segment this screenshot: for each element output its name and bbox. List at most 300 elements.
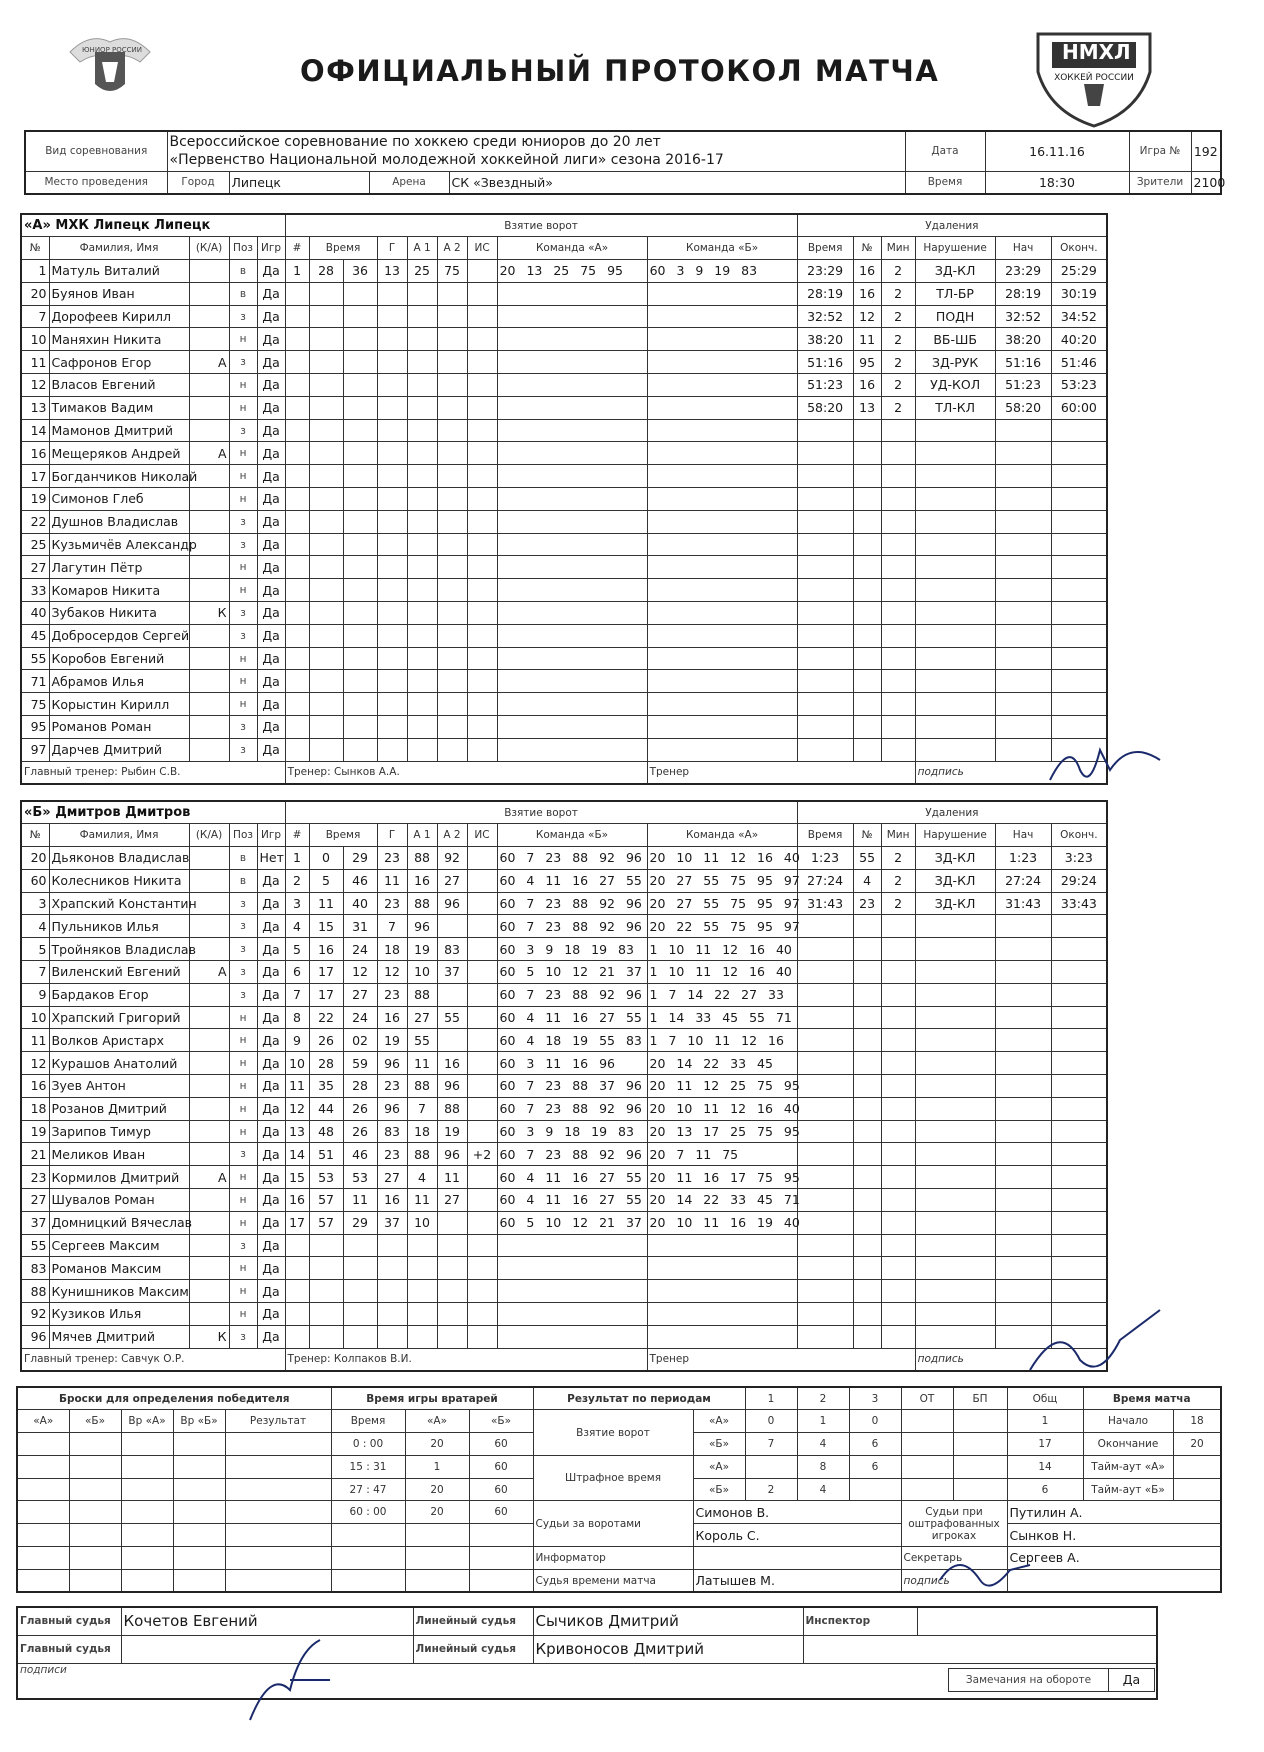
player-role [189, 396, 229, 419]
goals-b-p1: 7 [745, 1433, 797, 1456]
player-played: Да [257, 670, 285, 693]
col-p_end: Оконч. [1051, 237, 1107, 260]
pim-a-p3: 6 [849, 1455, 901, 1478]
col-team-first: Команда «А» [497, 237, 647, 260]
goal-minute: 17 [309, 983, 343, 1006]
overtime-header: ОТ [901, 1387, 953, 1410]
game-number: 192 [1191, 131, 1221, 171]
player-played: Да [257, 1075, 285, 1098]
timeout-a-label: Тайм-аут «А» [1083, 1455, 1173, 1478]
spectators-label: Зрители [1129, 171, 1191, 194]
goals-team-a-label: «А» [693, 1410, 745, 1433]
goal-on-ice-scoring: 60 7 23 88 92 96 [497, 892, 647, 915]
player-name: Кунишников Максим [49, 1280, 189, 1303]
penalty-end: 29:24 [1051, 869, 1107, 892]
goal-assist-2: 19 [437, 1120, 467, 1143]
player-number: 9 [21, 983, 49, 1006]
table-row [21, 1325, 1107, 1348]
player-played: Да [257, 892, 285, 915]
period-results-title: Результат по периодам [533, 1387, 745, 1410]
player-position: в [229, 282, 257, 305]
goal-assist-2 [437, 915, 467, 938]
goal-on-ice-conceding: 20 10 11 16 19 40 [647, 1211, 797, 1234]
player-role [189, 1257, 229, 1280]
player-position: н [229, 1029, 257, 1052]
informer-label: Информатор [533, 1547, 693, 1570]
shootout-col-a: «А» [17, 1410, 69, 1433]
goal-on-ice-conceding: 60 3 9 19 83 [647, 260, 797, 283]
penalty-player: 55 [853, 847, 881, 870]
penalty-start: 38:20 [995, 328, 1051, 351]
player-name: Дарчев Дмитрий [49, 738, 189, 761]
goalie-row-3-b: 60 [469, 1501, 533, 1524]
penalty-violation: ЗД-КЛ [915, 892, 995, 915]
col-team-first: Команда «Б» [497, 824, 647, 847]
goal-number: 10 [285, 1052, 309, 1075]
goal-second: 46 [343, 1143, 377, 1166]
timeout-b-label: Тайм-аут «Б» [1083, 1478, 1173, 1501]
player-position: з [229, 533, 257, 556]
penalty-violation: ПОДН [915, 305, 995, 328]
goal-on-ice-conceding: 20 14 22 33 45 71 [647, 1189, 797, 1212]
goal-number: 5 [285, 938, 309, 961]
goal-on-ice-conceding: 20 14 22 33 45 [647, 1052, 797, 1075]
goal-minute: 0 [309, 847, 343, 870]
goals-a-p3: 0 [849, 1410, 901, 1433]
coach: Тренер: Колпаков В.И. [285, 1348, 647, 1371]
table-row [21, 533, 1107, 556]
city-value: Липецк [229, 171, 369, 194]
player-number: 27 [21, 556, 49, 579]
col-g_is: ИС [467, 237, 497, 260]
goal-assist-1: 88 [407, 1143, 437, 1166]
player-number: 75 [21, 693, 49, 716]
goal-assist-2: 96 [437, 1075, 467, 1098]
goal-scorer: 18 [377, 938, 407, 961]
goal-assist-1: 19 [407, 938, 437, 961]
date-label: Дата [905, 131, 985, 171]
player-position: з [229, 938, 257, 961]
goal-strength [467, 961, 497, 984]
player-role [189, 983, 229, 1006]
penalty-violation: ТЛ-КЛ [915, 396, 995, 419]
player-played: Да [257, 351, 285, 374]
penalty-end: 3:23 [1051, 847, 1107, 870]
table-row [21, 282, 1107, 305]
goal-on-ice-scoring: 60 3 11 16 96 [497, 1052, 647, 1075]
player-number: 33 [21, 579, 49, 602]
pim-team-a-label: «А» [693, 1455, 745, 1478]
penalty-time: 1:23 [797, 847, 853, 870]
player-number: 10 [21, 328, 49, 351]
goalie-row-3-a: 20 [405, 1501, 469, 1524]
col-p_time: Время [797, 237, 853, 260]
goal-number: 2 [285, 869, 309, 892]
goal-number: 4 [285, 915, 309, 938]
player-name: Мамонов Дмитрий [49, 419, 189, 442]
goal-second: 24 [343, 938, 377, 961]
penalty-end: 30:19 [1051, 282, 1107, 305]
period-2-header: 2 [797, 1387, 849, 1410]
col-p_viol: Нарушение [915, 237, 995, 260]
goal-assist-2 [437, 983, 467, 1006]
player-number: 22 [21, 510, 49, 533]
penalty-player: 4 [853, 869, 881, 892]
player-role [189, 579, 229, 602]
col-g_is: ИС [467, 824, 497, 847]
col-g_a1: А 1 [407, 237, 437, 260]
goal-scorer: 16 [377, 1006, 407, 1029]
player-role [189, 305, 229, 328]
goal-number: 6 [285, 961, 309, 984]
col-p_start: Нач [995, 824, 1051, 847]
player-role: К [189, 1325, 229, 1348]
referee-label-2: Главный судья [17, 1635, 121, 1663]
player-role [189, 510, 229, 533]
goal-assist-1: 55 [407, 1029, 437, 1052]
player-role: А [189, 961, 229, 984]
pim-a-so [953, 1455, 1007, 1478]
penalty-start: 23:29 [995, 260, 1051, 283]
col-igr: Игр [257, 237, 285, 260]
end-label: Окончание [1083, 1433, 1173, 1456]
penalty-minutes: 2 [881, 282, 915, 305]
player-position: н [229, 647, 257, 670]
table-row [21, 1097, 1107, 1120]
total-header: Общ [1007, 1387, 1083, 1410]
time-label: Время [905, 171, 985, 194]
player-number: 14 [21, 419, 49, 442]
goalie-row-1-a: 1 [405, 1455, 469, 1478]
table-row [21, 1234, 1107, 1257]
goal-assist-1: 16 [407, 869, 437, 892]
penalty-start: 28:19 [995, 282, 1051, 305]
table-row [21, 510, 1107, 533]
goal-scorer: 23 [377, 892, 407, 915]
goal-strength [467, 260, 497, 283]
table-row [21, 1143, 1107, 1166]
pim-label: Штрафное время [533, 1455, 693, 1501]
player-number: 16 [21, 442, 49, 465]
arena-label: Арена [369, 171, 449, 194]
referee-1: Кочетов Евгений [121, 1607, 413, 1635]
player-played: Да [257, 915, 285, 938]
goal-on-ice-scoring: 60 7 23 88 92 96 [497, 915, 647, 938]
goal-assist-2 [437, 1211, 467, 1234]
player-position: н [229, 374, 257, 397]
penalty-violation: ЗД-КЛ [915, 260, 995, 283]
player-name: Храпский Константин [49, 892, 189, 915]
goalie-row-0-a: 20 [405, 1433, 469, 1456]
player-played: Да [257, 738, 285, 761]
goal-assist-1: 88 [407, 892, 437, 915]
goal-strength [467, 1211, 497, 1234]
table-row [21, 915, 1107, 938]
penalty-violation: УД-КОЛ [915, 374, 995, 397]
goal-on-ice-conceding: 20 7 11 75 [647, 1143, 797, 1166]
city-label: Город [167, 171, 229, 194]
player-number: 19 [21, 1120, 49, 1143]
goal-on-ice-scoring: 60 7 23 88 92 96 [497, 1143, 647, 1166]
table-row [21, 1075, 1107, 1098]
player-number: 11 [21, 351, 49, 374]
inspector-label: Инспектор [803, 1607, 917, 1635]
player-position: в [229, 869, 257, 892]
goal-second: 26 [343, 1120, 377, 1143]
player-position: з [229, 602, 257, 625]
shootout-title: Броски для определения победителя [17, 1387, 331, 1410]
table-row [21, 1029, 1107, 1052]
table-row [21, 869, 1107, 892]
goalie-col-b: «Б» [469, 1410, 533, 1433]
table-row [21, 693, 1107, 716]
penalty-violation: ЗД-РУК [915, 351, 995, 374]
goal-on-ice-conceding: 20 10 11 12 16 40 [647, 847, 797, 870]
shootout-col-result: Результат [225, 1410, 331, 1433]
player-played: Да [257, 647, 285, 670]
player-played: Да [257, 374, 285, 397]
player-name: Пульников Илья [49, 915, 189, 938]
shootout-header: БП [953, 1387, 1007, 1410]
player-name: Кузьмичёв Александр [49, 533, 189, 556]
table-row [21, 488, 1107, 511]
player-position: н [229, 328, 257, 351]
table-row [21, 983, 1107, 1006]
player-played: Да [257, 716, 285, 739]
table-row [21, 396, 1107, 419]
col-g_g: Г [377, 237, 407, 260]
col-p_start: Нач [995, 237, 1051, 260]
player-role [189, 670, 229, 693]
goal-scorer: 96 [377, 1097, 407, 1120]
player-played: Да [257, 305, 285, 328]
player-role [189, 328, 229, 351]
player-position: н [229, 1189, 257, 1212]
player-played: Да [257, 282, 285, 305]
player-name: Сафронов Егор [49, 351, 189, 374]
penalty-time: 23:29 [797, 260, 853, 283]
player-name: Кузиков Илья [49, 1303, 189, 1326]
goal-number: 13 [285, 1120, 309, 1143]
player-played: Да [257, 419, 285, 442]
goal-scorer: 23 [377, 847, 407, 870]
player-role [189, 1303, 229, 1326]
pim-a-total: 14 [1007, 1455, 1083, 1478]
pim-a-p1 [745, 1455, 797, 1478]
player-name: Сергеев Максим [49, 1234, 189, 1257]
goal-scorer: 13 [377, 260, 407, 283]
table-row [21, 938, 1107, 961]
penalty-judge-2: Сынков Н. [1007, 1524, 1221, 1547]
head-coach: Главный тренер: Рыбин С.В. [21, 761, 285, 784]
player-played: Да [257, 1234, 285, 1257]
goal-number: 1 [285, 847, 309, 870]
player-number: 11 [21, 1029, 49, 1052]
player-name: Зарипов Тимур [49, 1120, 189, 1143]
player-position: н [229, 1097, 257, 1120]
goal-assist-2: 37 [437, 961, 467, 984]
player-role [189, 1006, 229, 1029]
player-played: Да [257, 961, 285, 984]
table-row [21, 624, 1107, 647]
penalty-player: 11 [853, 328, 881, 351]
player-played: Да [257, 442, 285, 465]
goal-on-ice-scoring: 60 5 10 12 21 37 [497, 1211, 647, 1234]
goal-judge-1: Симонов В. [693, 1501, 901, 1524]
player-position: н [229, 1006, 257, 1029]
goalie-row-3: 60 : 00 [331, 1501, 405, 1524]
table-row [21, 716, 1107, 739]
player-played: Да [257, 488, 285, 511]
player-position: з [229, 961, 257, 984]
goal-second: 36 [343, 260, 377, 283]
col-p_time: Время [797, 824, 853, 847]
match-info-table [24, 130, 1226, 195]
player-role: А [189, 351, 229, 374]
player-number: 92 [21, 1303, 49, 1326]
goal-on-ice-scoring: 60 3 9 18 19 83 [497, 938, 647, 961]
table-row [21, 892, 1107, 915]
player-number: 12 [21, 1052, 49, 1075]
goal-assist-2: 83 [437, 938, 467, 961]
col-g_a2: А 2 [437, 824, 467, 847]
goal-on-ice-conceding: 1 10 11 12 16 40 [647, 961, 797, 984]
signatures-label: подписи [17, 1663, 1157, 1699]
player-name: Маняхин Никита [49, 328, 189, 351]
goals-team-b-label: «Б» [693, 1433, 745, 1456]
player-position: н [229, 1166, 257, 1189]
table-row [21, 1006, 1107, 1029]
referee-signature-icon [230, 1620, 350, 1730]
table-row [21, 1211, 1107, 1234]
penalty-time: 27:24 [797, 869, 853, 892]
goal-on-ice-scoring: 60 4 11 16 27 55 [497, 1006, 647, 1029]
goal-assist-1: 11 [407, 1052, 437, 1075]
player-role [189, 1234, 229, 1257]
goal-on-ice-conceding: 20 10 11 12 16 40 [647, 1097, 797, 1120]
table-row [21, 738, 1107, 761]
player-name: Лагутин Пётр [49, 556, 189, 579]
player-name: Матуль Виталий [49, 260, 189, 283]
goal-on-ice-conceding: 20 13 17 25 75 95 [647, 1120, 797, 1143]
goal-minute: 53 [309, 1166, 343, 1189]
goal-minute: 28 [309, 260, 343, 283]
goal-second: 02 [343, 1029, 377, 1052]
penalty-minutes: 2 [881, 351, 915, 374]
penalty-end: 53:23 [1051, 374, 1107, 397]
table-row [21, 602, 1107, 625]
linesman-2: Кривоносов Дмитрий [533, 1635, 803, 1663]
player-number: 12 [21, 374, 49, 397]
penalty-start: 1:23 [995, 847, 1051, 870]
player-number: 96 [21, 1325, 49, 1348]
goal-number: 8 [285, 1006, 309, 1029]
penalty-time: 51:23 [797, 374, 853, 397]
player-position: н [229, 1303, 257, 1326]
goalie-col-a: «А» [405, 1410, 469, 1433]
goal-strength [467, 1052, 497, 1075]
player-position: н [229, 556, 257, 579]
goal-number: 15 [285, 1166, 309, 1189]
player-position: з [229, 1325, 257, 1348]
penalty-start: 31:43 [995, 892, 1051, 915]
player-name: Власов Евгений [49, 374, 189, 397]
player-position: з [229, 305, 257, 328]
goalie-row-1-b: 60 [469, 1455, 533, 1478]
player-number: 55 [21, 647, 49, 670]
player-position: н [229, 579, 257, 602]
player-number: 88 [21, 1280, 49, 1303]
goal-minute: 22 [309, 1006, 343, 1029]
junior-russia-logo [60, 22, 160, 112]
player-position: з [229, 510, 257, 533]
player-name: Домницкий Вячеслав [49, 1211, 189, 1234]
penalty-end: 33:43 [1051, 892, 1107, 915]
penalty-start: 58:20 [995, 396, 1051, 419]
penalty-judges-label: Судьи при оштрафованных игроках [901, 1501, 1007, 1547]
goal-minute: 48 [309, 1120, 343, 1143]
player-role [189, 1029, 229, 1052]
goal-number: 3 [285, 892, 309, 915]
player-number: 20 [21, 847, 49, 870]
penalty-end: 25:29 [1051, 260, 1107, 283]
col-pos: Поз [229, 237, 257, 260]
player-played: Да [257, 260, 285, 283]
table-row [21, 442, 1107, 465]
goal-on-ice-scoring: 60 4 11 16 27 55 [497, 1189, 647, 1212]
penalty-player: 95 [853, 351, 881, 374]
goals-b-so [953, 1433, 1007, 1456]
col-p_num: № [853, 237, 881, 260]
goal-scorer: 12 [377, 961, 407, 984]
goal-on-ice-scoring: 60 4 11 16 27 55 [497, 1166, 647, 1189]
goal-minute: 16 [309, 938, 343, 961]
goal-assist-1: 88 [407, 847, 437, 870]
player-number: 16 [21, 1075, 49, 1098]
player-position: з [229, 1143, 257, 1166]
goal-strength [467, 1075, 497, 1098]
goal-assist-1: 96 [407, 915, 437, 938]
goal-on-ice-scoring: 60 5 10 12 21 37 [497, 961, 647, 984]
player-position: н [229, 1211, 257, 1234]
goal-strength [467, 983, 497, 1006]
player-role: А [189, 1166, 229, 1189]
player-name: Курашов Анатолий [49, 1052, 189, 1075]
goal-on-ice-scoring: 60 7 23 88 92 96 [497, 1097, 647, 1120]
goal-second: 27 [343, 983, 377, 1006]
penalties-title: Удаления [797, 214, 1107, 237]
goal-assist-1: 10 [407, 961, 437, 984]
player-position: н [229, 693, 257, 716]
player-position: з [229, 983, 257, 1006]
signature-label: подпись [901, 1569, 1007, 1592]
goal-strength [467, 1006, 497, 1029]
table-row [21, 1052, 1107, 1075]
coach-2: Тренер [647, 1348, 915, 1371]
player-name: Корыстин Кирилл [49, 693, 189, 716]
arena-value: СК «Звездный» [449, 171, 905, 194]
col-p_end: Оконч. [1051, 824, 1107, 847]
player-role [189, 1120, 229, 1143]
player-role [189, 260, 229, 283]
penalty-time: 32:52 [797, 305, 853, 328]
player-played: Да [257, 1189, 285, 1212]
player-number: 7 [21, 305, 49, 328]
goal-strength [467, 1097, 497, 1120]
penalty-minutes: 2 [881, 328, 915, 351]
player-name: Симонов Глеб [49, 488, 189, 511]
player-name: Мещеряков Андрей [49, 442, 189, 465]
